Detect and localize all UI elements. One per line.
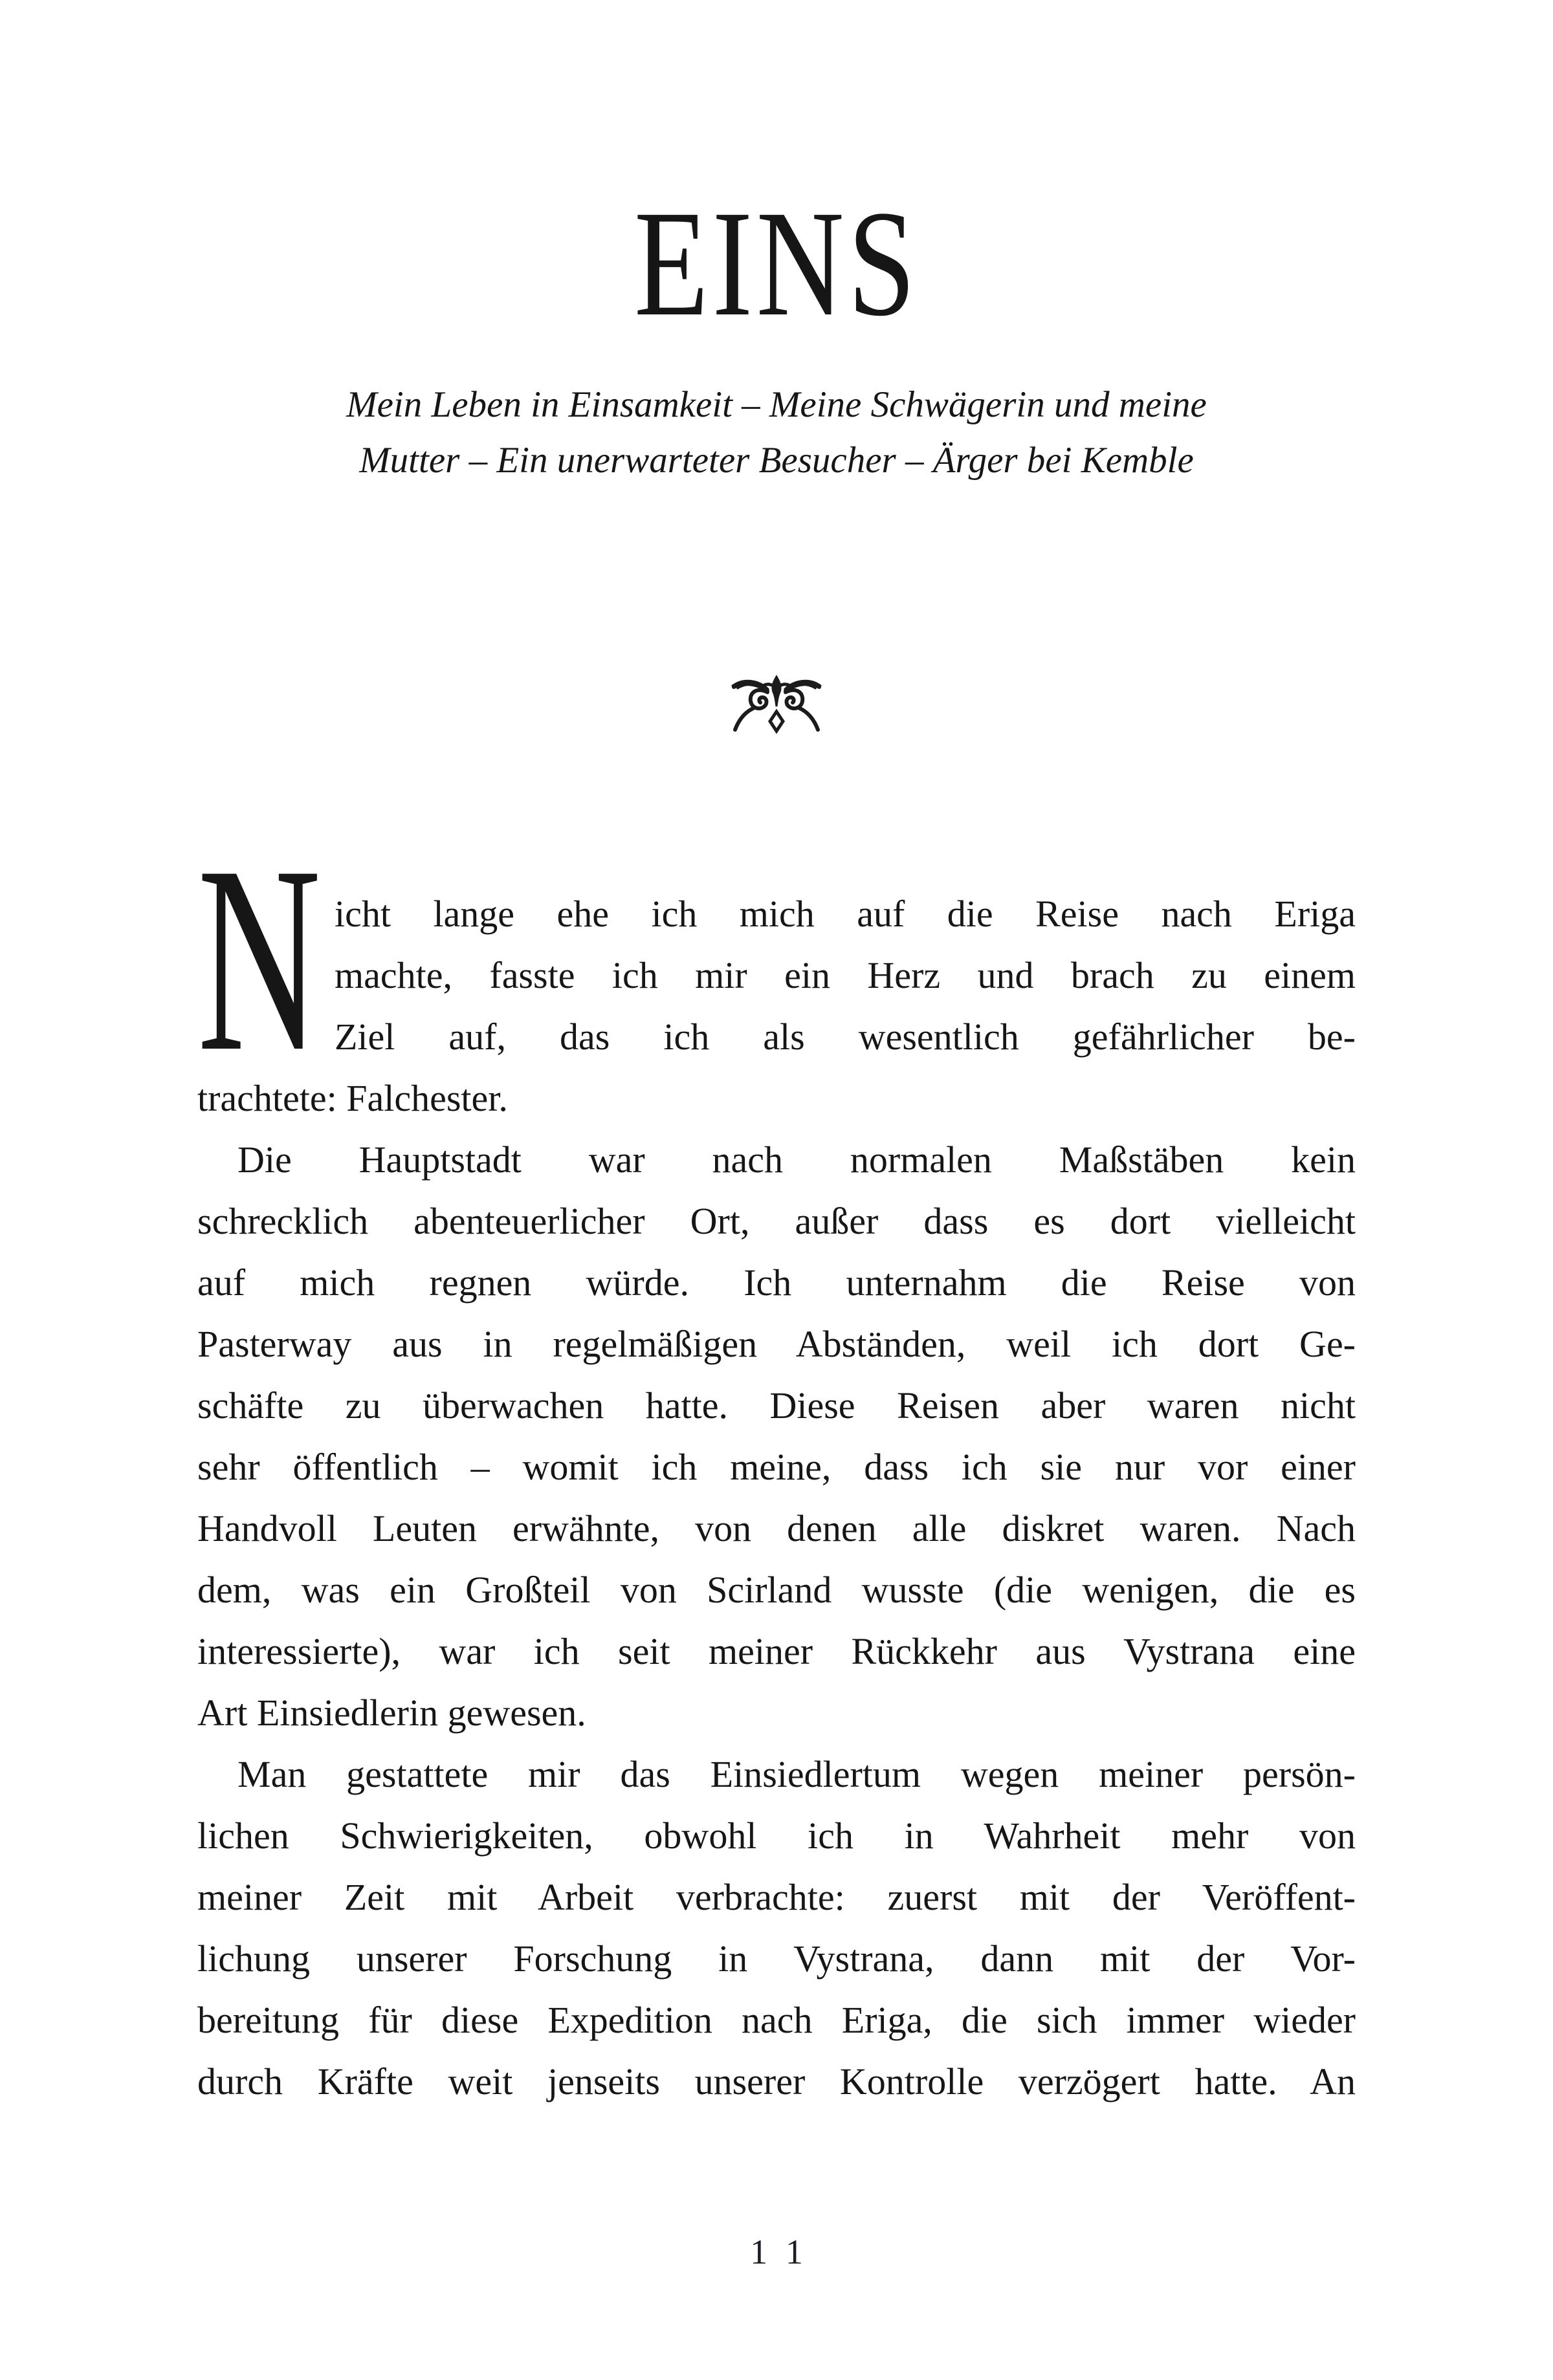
text-line: lichung unserer Forschung in Vystrana, dann mit der Vor-	[197, 1938, 1356, 1980]
text-line: lichen Schwierigkeiten, obwohl ich in Wahrheit mehr von	[197, 1815, 1356, 1857]
text-line: interessierte), war ich seit meiner Rückkehr aus Vystrana eine	[197, 1630, 1356, 1672]
paragraph	[197, 1743, 1356, 2112]
fleuron-divider-icon	[0, 673, 1553, 737]
text-line: auf mich regnen würde. Ich unternahm die Reise von	[197, 1261, 1356, 1304]
paragraph	[197, 811, 1356, 1129]
chapter-subtitle-line: Mein Leben in Einsamkeit – Meine Schwägerin und meine	[346, 384, 1207, 425]
text-line: Man gestattete mir das Einsiedlertum wegen meiner persön-	[237, 1753, 1356, 1795]
chapter-body	[197, 811, 1356, 2112]
text-line: schrecklich abenteuerlicher Ort, außer dass es dort vielleicht	[197, 1200, 1356, 1242]
text-line: Die Hauptstadt war nach normalen Maßstäben kein	[237, 1139, 1356, 1181]
text-line: machte, fasste ich mir ein Herz und brach zu einem	[335, 954, 1356, 996]
text-line: bereitung für diese Expedition nach Eriga, die sich immer wieder	[197, 1999, 1356, 2041]
chapter-subtitle-line: Mutter – Ein unerwarteter Besucher – Ärger bei Kemble	[359, 440, 1194, 481]
drop-cap: N	[197, 811, 321, 1107]
text-line: icht lange ehe ich mich auf die Reise nach Eriga	[335, 893, 1356, 935]
text-line: trachtete: Falchester.	[197, 1077, 508, 1119]
text-line: Ziel auf, das ich als wesentlich gefährlicher be-	[335, 1016, 1356, 1058]
chapter-subtitle	[0, 377, 1553, 488]
text-line: Art Einsiedlerin gewesen.	[197, 1692, 586, 1734]
text-line: dem, was ein Großteil von Scirland wusste (die wenigen, die es	[197, 1569, 1356, 1611]
text-line: Handvoll Leuten erwähnte, von denen alle diskret waren. Nach	[197, 1507, 1356, 1549]
chapter-title-text: EINS	[633, 179, 920, 347]
text-line: durch Kräfte weit jenseits unserer Kontrolle verzögert hatte. An	[197, 2060, 1356, 2102]
paragraph	[197, 1129, 1356, 1743]
text-line: schäfte zu überwachen hatte. Diese Reisen aber waren nicht	[197, 1384, 1356, 1426]
text-line: meiner Zeit mit Arbeit verbrachte: zuerst mit der Veröffent-	[197, 1876, 1356, 1918]
page-number: 11	[750, 2233, 822, 2271]
text-line: Pasterway aus in regelmäßigen Abständen, weil ich dort Ge-	[197, 1323, 1356, 1365]
text-line: sehr öffentlich – womit ich meine, dass ich sie nur vor einer	[197, 1446, 1356, 1488]
chapter-title	[0, 179, 1553, 347]
